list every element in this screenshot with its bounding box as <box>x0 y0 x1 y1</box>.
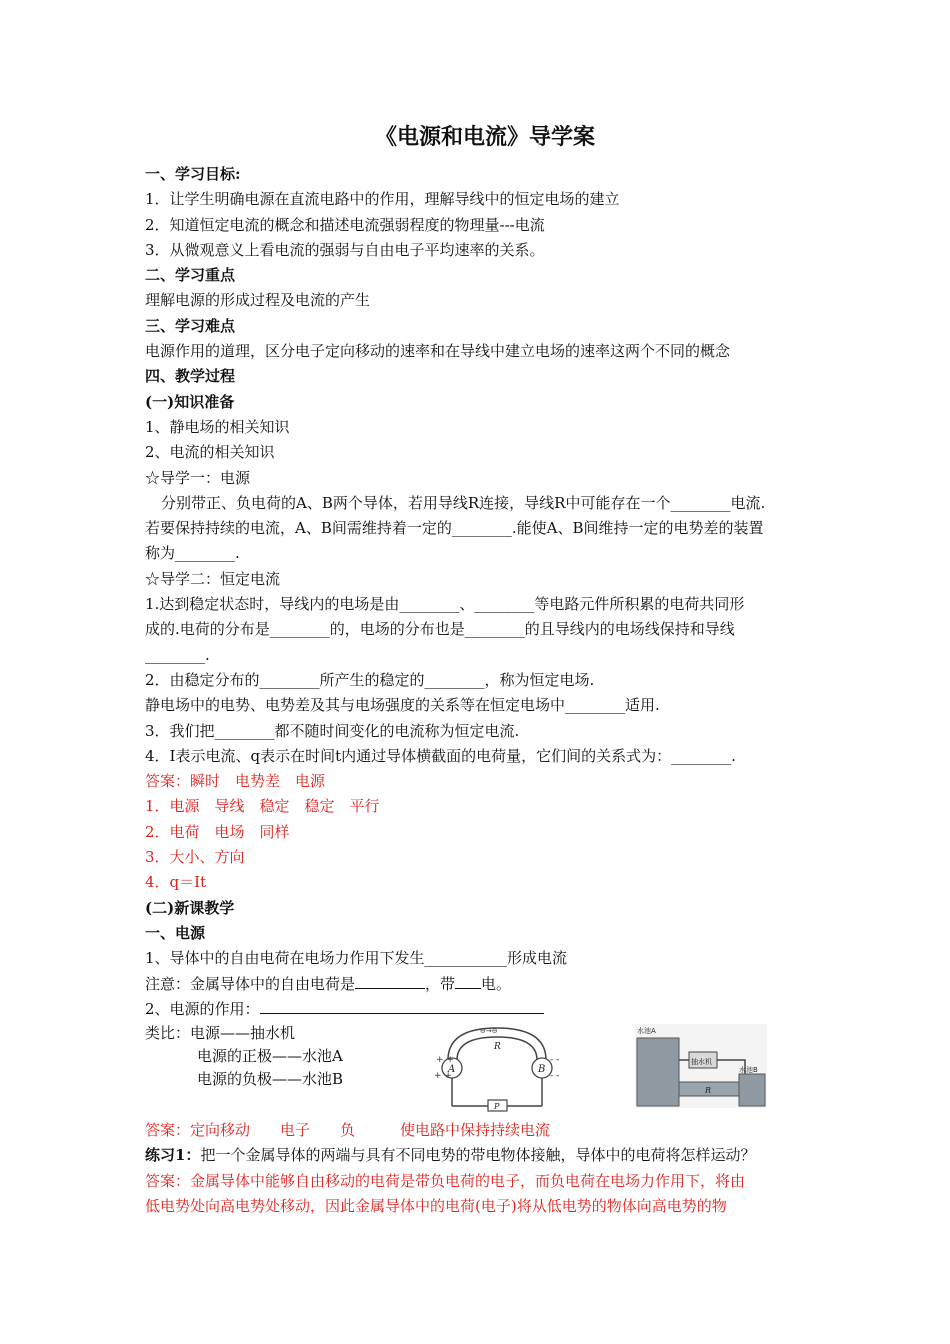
knowledge-item: 1、静电场的相关知识 <box>145 417 290 436</box>
guide2-line: 静电场中的电势、电势差及其与电场强度的关系等在恒定电场中________适用. <box>145 696 660 715</box>
note-text: ，带 <box>425 974 456 993</box>
section-heading-objectives: 一、学习目标: <box>145 165 241 183</box>
analogy-figure-row <box>145 1022 825 1118</box>
water-pump-diagram <box>635 1024 767 1108</box>
note-text: 电。 <box>481 974 512 993</box>
question-line <box>145 997 825 1022</box>
difficulty-text: 电源作用的道理，区分电子定向移动的速率和在导线中建立电场的速率这两个不同的概念 <box>145 342 731 361</box>
knowledge-item: 2、电流的相关知识 <box>145 443 275 462</box>
section-heading-difficulty: 三、学习难点 <box>145 316 236 335</box>
subsection-heading-prep: (一)知识准备 <box>145 392 235 411</box>
svg-text:- -: - - <box>550 1055 560 1066</box>
guide2-line: ________. <box>145 645 210 664</box>
guide1-paragraph: 称为________. <box>145 544 240 563</box>
question-text: 2、电源的作用： <box>145 999 260 1018</box>
blank-line <box>355 972 425 989</box>
question-line: 1、导体中的自由电荷在电场力作用下发生___________形成电流 <box>145 949 568 968</box>
objective-item: 2．知道恒定电流的概念和描述电流强弱程度的物理量---电流 <box>145 215 545 234</box>
guide2-line: 3．我们把________都不随时间变化的电流称为恒定电流. <box>145 721 520 740</box>
answer-line: 答案：定向移动 电子 负 使电路中保持持续电流 <box>145 1121 551 1140</box>
label-pool-b: 水池B <box>739 1066 758 1075</box>
guide2-line: 2．由稳定分布的________所产生的稳定的________，称为恒定电场. <box>145 670 595 689</box>
section-heading-keypoint: 二、学习重点 <box>145 266 236 285</box>
svg-text:+ +: + + <box>434 1071 452 1082</box>
exercise-line <box>145 1143 825 1168</box>
analogy-line: 类比：电源——抽水机 <box>145 1024 296 1043</box>
answer-line: 2．电荷 电场 同样 <box>145 822 290 841</box>
svg-text:+ +: + + <box>436 1055 454 1066</box>
label-pool-a: 水池A <box>637 1027 656 1036</box>
subsection-heading-new-lesson: (二)新课教学 <box>145 898 235 917</box>
svg-text:- -: - - <box>550 1071 560 1082</box>
guide2-line: 1.达到稳定状态时，导线内的电场是由________、________等电路元件所积累的电荷共同形 <box>145 595 745 614</box>
section-heading-power-source: 一、电源 <box>145 923 206 942</box>
section-heading-process: 四、教学过程 <box>145 367 236 386</box>
exercise-text: 把一个金属导体的两端与具有不同电势的带电物体接触，导体中的电荷将怎样运动？ <box>200 1146 756 1165</box>
guide2-line: 4．I表示电流、q表示在时间t内通过导体横截面的电荷量，它们间的关系式为：________. <box>145 746 736 765</box>
label-r: R <box>494 1042 501 1053</box>
svg-text:⊖→⊖: ⊖→⊖ <box>480 1027 498 1036</box>
note-line <box>145 972 825 997</box>
label-p: P <box>494 1102 500 1112</box>
guide1-paragraph: 分别带正、负电荷的A、B两个导体，若用导线R连接，导线R中可能存在一个________电流. <box>161 493 766 512</box>
blank-line <box>260 997 544 1014</box>
keypoint-text: 理解电源的形成过程及电流的产生 <box>145 291 371 310</box>
label-b: B <box>538 1064 546 1076</box>
exercise-answer: 低电势处向高电势处移动，因此金属导体中的电荷(电子)将从低电势的物体向高电势的物 <box>145 1196 727 1215</box>
objective-item: 1．让学生明确电源在直流电路中的作用，理解导线中的恒定电场的建立 <box>145 190 620 209</box>
label-r: R <box>705 1086 712 1096</box>
answer-line: 答案：瞬时 电势差 电源 <box>145 772 326 791</box>
guide2-heading: ☆导学二：恒定电流 <box>145 569 281 588</box>
answer-line: 3．大小、方向 <box>145 848 245 867</box>
guide2-line: 成的.电荷的分布是________的，电场的分布也是________的且导线内的电场线保持和导线 <box>145 620 735 639</box>
note-text: 注意：金属导体中的自由电荷是 <box>145 974 356 993</box>
document-page <box>145 120 825 1219</box>
analogy-text <box>145 1022 343 1091</box>
analogy-line: 电源的正极——水池A <box>197 1047 343 1066</box>
label-pump: 抽水机 <box>691 1058 712 1067</box>
exercise-answer: 答案：金属导体中能够自由移动的电荷是带负电荷的电子，而负电荷在电场力作用下，将由 <box>145 1171 746 1190</box>
page-title: 《电源和电流》导学案 <box>374 124 595 150</box>
objective-item: 3．从微观意义上看电流的强弱与自由电子平均速率的关系。 <box>145 240 545 259</box>
label-a: A <box>448 1064 456 1076</box>
answer-line: 1．电源 导线 稳定 稳定 平行 <box>145 797 380 816</box>
guide1-paragraph: 若要保持持续的电流，A、B间需维持着一定的________.能使A、B间维持一定的电势差的装置 <box>145 519 764 538</box>
blank-line <box>455 972 481 989</box>
analogy-line: 电源的负极——水池B <box>197 1070 344 1089</box>
guide1-heading: ☆导学一：电源 <box>145 468 251 487</box>
exercise-label: 练习1： <box>145 1146 201 1165</box>
answer-line: 4．q＝It <box>145 873 207 892</box>
circuit-diagram <box>430 1022 565 1112</box>
